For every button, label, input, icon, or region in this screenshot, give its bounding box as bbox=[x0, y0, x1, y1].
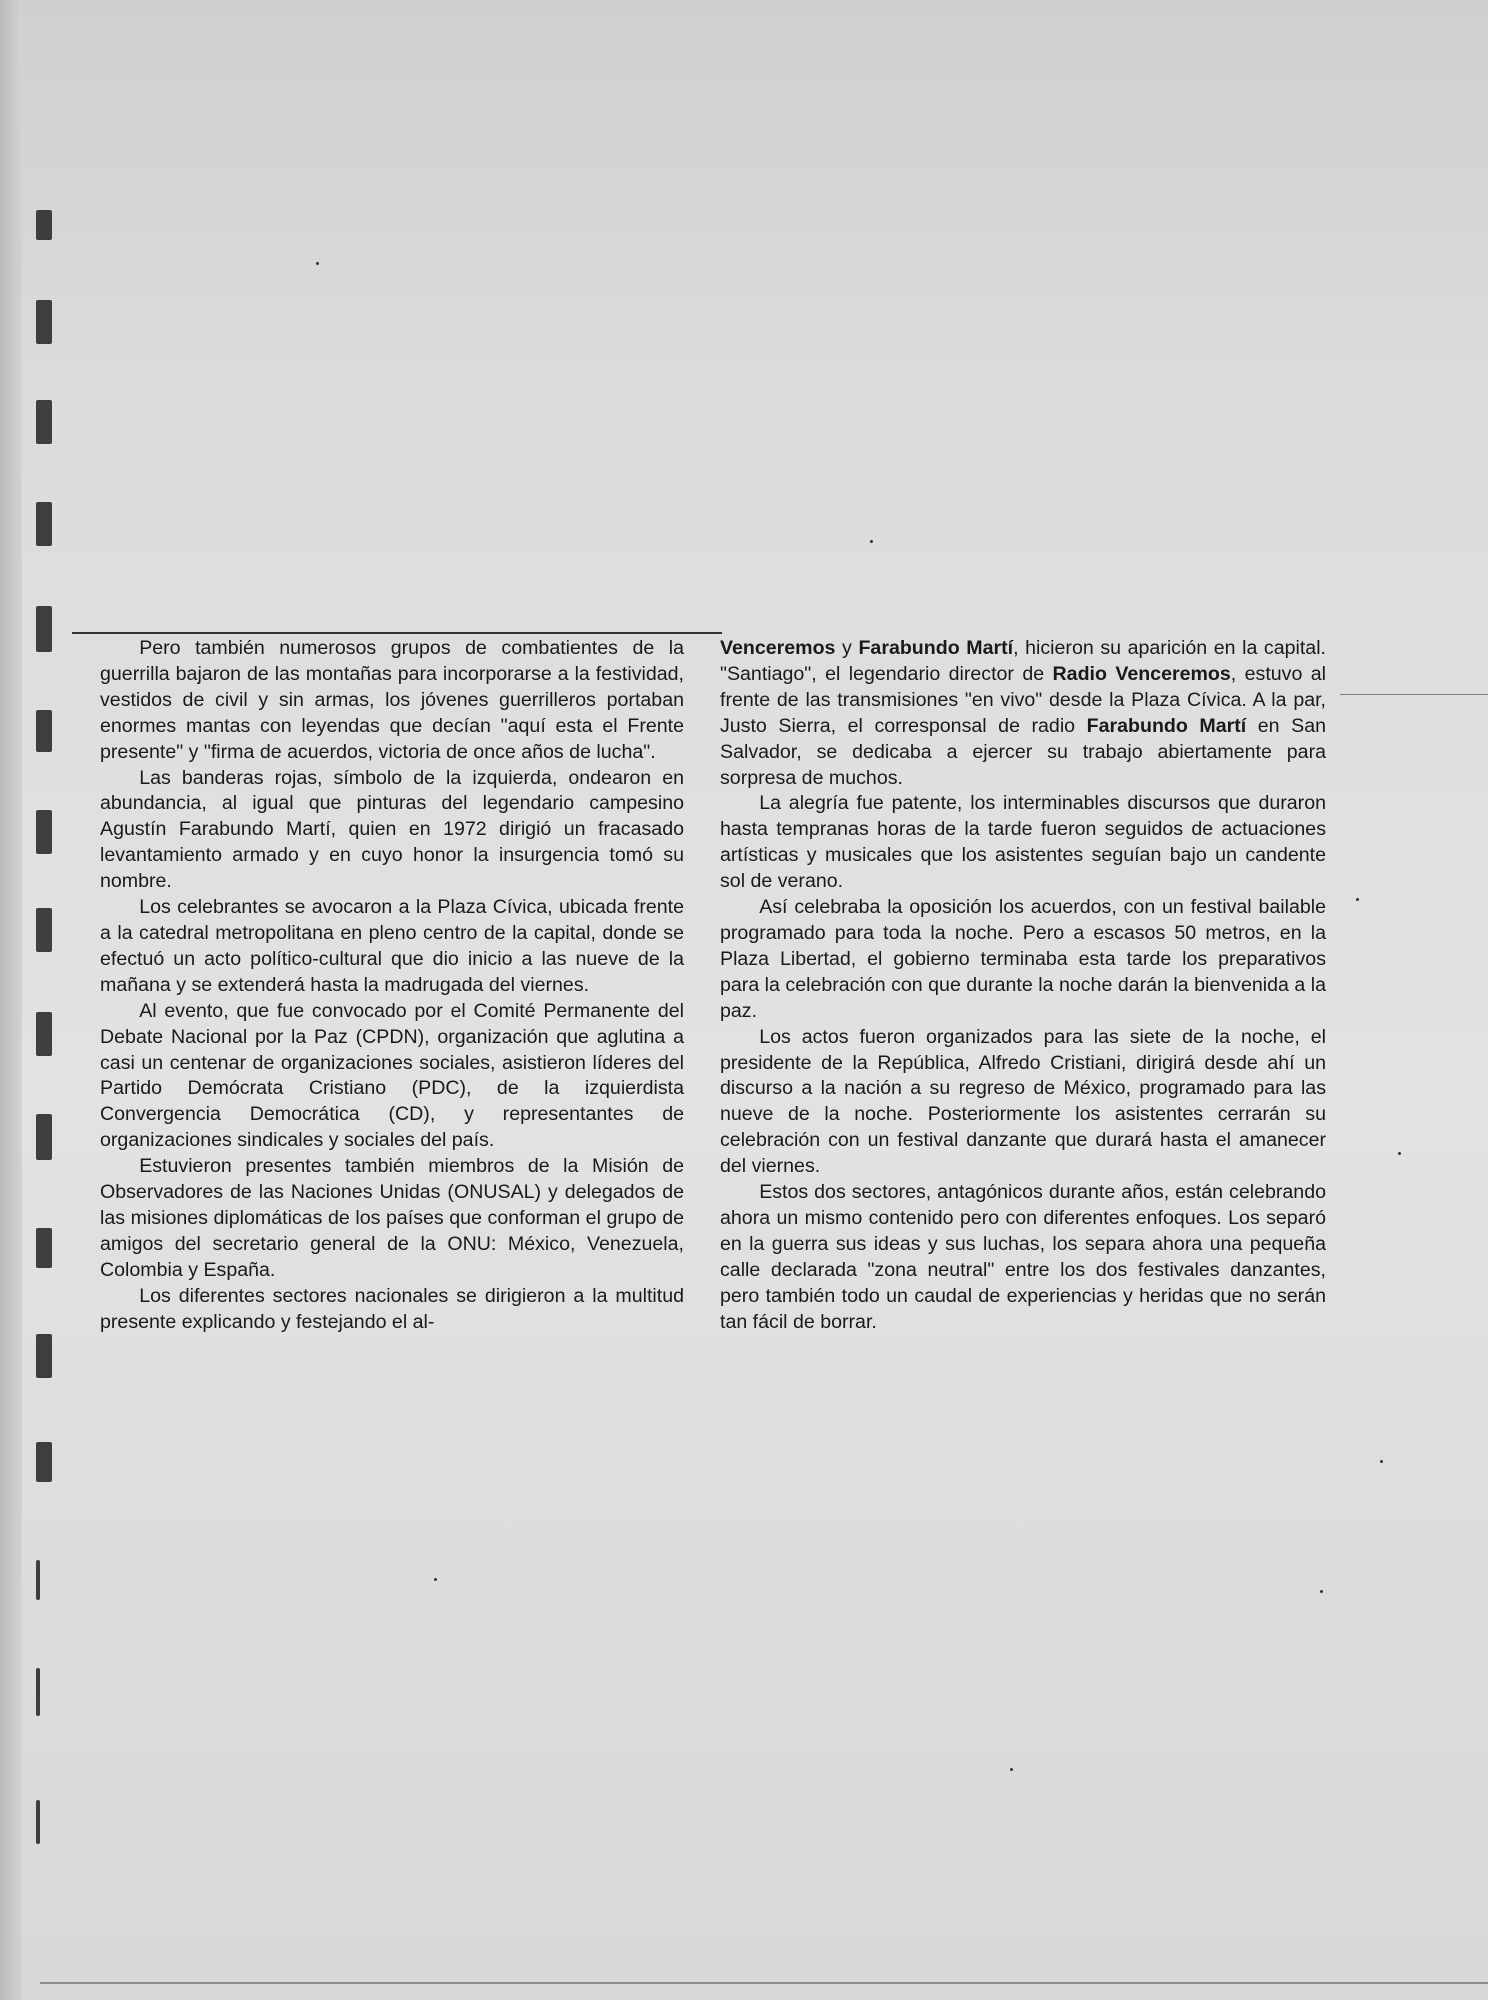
paragraph: Los celebrantes se avocaron a la Plaza Cívica, ubicada frente a la catedral metropolitana en pleno centro de la capital, donde se efectuó un acto político-cultural que dio inicio a las nueve de la mañana y se extenderá hasta la madrugada del viernes. bbox=[100, 896, 684, 996]
binding-mark bbox=[36, 1114, 52, 1160]
binding-mark bbox=[36, 1800, 40, 1844]
bold-name: Radio Venceremos bbox=[1052, 662, 1231, 685]
binding-mark bbox=[36, 1012, 52, 1056]
article-column-right bbox=[720, 636, 1326, 1335]
paragraph: Estos dos sectores, antagónicos durante años, están celebrando ahora un mismo contenido pero con diferentes enfoques. Los separó en la guerra sus ideas y sus luchas, los separa ahora una pequeña calle declarada "zona neutral" entre los dos festivales danzantes, pero también todo un caudal de experiencias y heridas que no serán tan fácil de borrar. bbox=[720, 1181, 1326, 1333]
binding-mark bbox=[36, 502, 52, 546]
dust-speck bbox=[1398, 1152, 1401, 1155]
text-run: y bbox=[835, 637, 859, 659]
binding-mark bbox=[36, 908, 52, 952]
paragraph: Al evento, que fue convocado por el Comité Permanente del Debate Nacional por la Paz (CPDN), organización que aglutina a casi un centenar de organizaciones sociales, asistieron líderes del Partido Demócrata Cristiano (PDC), de la izquierdista Convergencia Democrática (CD), y representantes de organizaciones sindicales y sociales del país. bbox=[100, 999, 684, 1152]
dust-speck bbox=[1010, 1768, 1013, 1771]
paragraph: Los actos fueron organizados para las siete de la noche, el presidente de la República, Alfredo Cristiani, dirigirá desde ahí un discurso a la nación a su regreso de México, programado para las nueve de la noche. Posteriormente los asistentes cerrarán su celebración con un festival danzante que durará hasta el amanecer del viernes. bbox=[720, 1025, 1326, 1178]
binding-mark bbox=[36, 1334, 52, 1378]
binding-mark bbox=[36, 710, 52, 752]
article-column-left bbox=[100, 636, 684, 1335]
binding-mark bbox=[36, 1442, 52, 1482]
bottom-edge bbox=[40, 1982, 1488, 1984]
binding-mark bbox=[36, 1560, 40, 1600]
bold-name: Farabundo Martí bbox=[1086, 714, 1247, 737]
binding-mark bbox=[36, 606, 52, 652]
dust-speck bbox=[316, 262, 319, 265]
text-run: en San Salvador, se dedicaba a ejercer su trabajo abiertamente para sorpresa de muchos. bbox=[720, 714, 1326, 789]
paragraph: Estuvieron presentes también miembros de la Misión de Observadores de las Naciones Unidas (ONUSAL) y delegados de las misiones diplomáticas de los países que conforman el grupo de amigos del secretario general de la ONU: México, Venezuela, Colombia y España. bbox=[100, 1155, 684, 1281]
bleed-through-headline bbox=[720, 140, 1420, 500]
dust-speck bbox=[870, 540, 873, 543]
paragraph: La alegría fue patente, los interminables discursos que duraron hasta tempranas horas de la tarde fueron seguidos de actuaciones artísticas y musicales que los asistentes seguían bajo un candente sol de verano. bbox=[720, 792, 1326, 893]
dust-speck bbox=[434, 1578, 437, 1581]
bold-name: Venceremos bbox=[720, 637, 836, 659]
dust-speck bbox=[1380, 1460, 1383, 1463]
binding-mark bbox=[36, 400, 52, 444]
bold-name: Farabundo Martí bbox=[858, 637, 1014, 659]
text-run: , hicieron su aparición en la capital. "Santiago", el legendario director de bbox=[720, 637, 1327, 685]
binding-mark bbox=[36, 210, 52, 240]
dust-speck bbox=[1356, 898, 1359, 901]
binding-mark bbox=[36, 1228, 52, 1268]
binding-mark bbox=[36, 1668, 40, 1716]
paragraph: Los diferentes sectores nacionales se dirigieron a la multitud presente explicando y festejando el al- bbox=[100, 1284, 684, 1333]
paragraph: Pero también numerosos grupos de combatientes de la guerrilla bajaron de las montañas para incorporarse a la festividad, vestidos de civil y sin armas, los jóvenes guerrilleros portaban enormes mantas con leyendas que decían "aquí esta el Frente presente" y "firma de acuerdos, victoria de once años de lucha". bbox=[100, 637, 684, 763]
binding-mark bbox=[36, 810, 52, 854]
page-margin-strip bbox=[0, 0, 22, 2000]
dust-speck bbox=[1320, 1590, 1323, 1593]
top-rule bbox=[72, 632, 722, 634]
paragraph-continued bbox=[720, 636, 1326, 791]
paragraph: Las banderas rojas, símbolo de la izquierda, ondearon en abundancia, al igual que pinturas del legendario campesino Agustín Farabundo Martí, quien en 1972 dirigió un fracasado levantamiento armado y en cuyo honor la insurgencia tomó su nombre. bbox=[100, 766, 684, 893]
binding-mark bbox=[36, 300, 52, 344]
text-run: , estuvo al frente de las transmisiones "en vivo" desde la Plaza Cívica. A la par, Justo Sierra, el corresponsal de radio bbox=[720, 662, 1326, 737]
binding-holes bbox=[22, 200, 62, 1920]
right-rule bbox=[1340, 694, 1488, 695]
paragraph: Así celebraba la oposición los acuerdos, con un festival bailable programado para toda la noche. Pero a escasos 50 metros, en la Plaza Libertad, el gobierno terminaba esta tarde los preparativos para la celebración con que durante la noche darán la bienvenida a la paz. bbox=[720, 896, 1326, 1022]
